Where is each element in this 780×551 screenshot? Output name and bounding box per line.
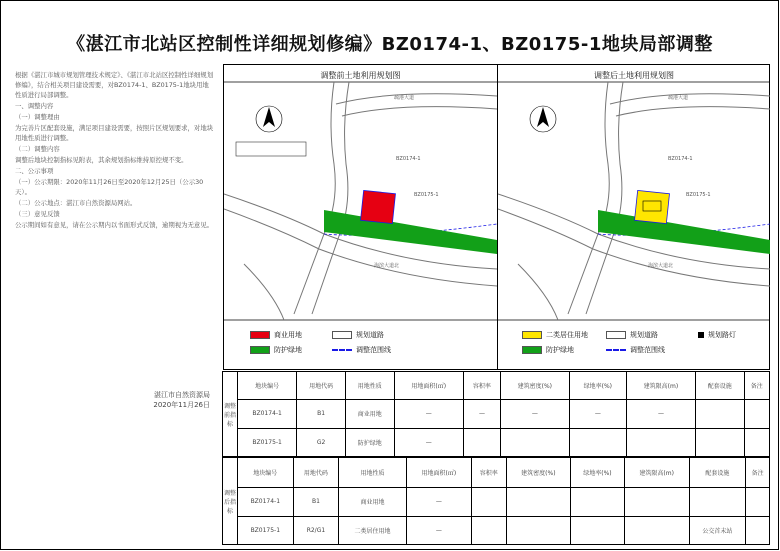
table-header: 建筑限高(m) xyxy=(624,458,689,488)
road-label: 海滨大道北 xyxy=(374,263,400,269)
plot-label-2: BZ0175-1 xyxy=(686,192,711,198)
paragraph: （一）调整理由 xyxy=(15,113,60,121)
indicator-table-before xyxy=(222,371,770,457)
green-belt xyxy=(598,210,770,254)
table-header: 容积率 xyxy=(471,458,506,488)
paragraph: 一、调整内容 xyxy=(15,102,54,110)
plot-label: BZ0174-1 xyxy=(668,156,693,162)
map-before xyxy=(224,64,497,370)
table-cell: BZ0175-1 xyxy=(238,516,294,545)
legend-swatch xyxy=(250,331,270,339)
map-after xyxy=(498,64,770,370)
table-header: 地块编号 xyxy=(238,372,297,400)
paragraph: 根据《湛江市城市规划管理技术规定》、《湛江市北站区控制性详细规划修编》，结合相关项目建设需要，对BZ0174-1、BZ0175-1地块用地性质进行局部调整。 xyxy=(15,71,214,99)
table-header: 配套设施 xyxy=(689,458,746,488)
table-cell xyxy=(571,488,625,517)
table-cell xyxy=(471,516,506,545)
page-title: 《湛江市北站区控制性详细规划修编》BZ0174-1、BZ0175-1地块局部调整 xyxy=(67,34,713,55)
signature-date: 2020年11月26日 xyxy=(153,401,210,409)
legend-label: 调整范围线 xyxy=(630,346,665,354)
table-cell xyxy=(624,488,689,517)
paragraph: （二）调整内容 xyxy=(15,145,60,153)
legend-swatch xyxy=(522,331,542,339)
paragraph: （一）公示期限：2020年11月26日至2020年12月25日（公示30天）。 xyxy=(15,178,204,196)
table-cell: 防护绿地 xyxy=(345,428,394,457)
table-cell: — xyxy=(406,516,471,545)
legend-swatch xyxy=(606,349,626,351)
plot-label: BZ0174-1 xyxy=(396,156,421,162)
legend-swatch xyxy=(606,331,626,339)
table-header: 建筑密度(%) xyxy=(506,458,571,488)
signature-org: 湛江市自然资源局 xyxy=(154,391,210,399)
legend-item xyxy=(606,345,665,355)
legend-label: 二类居住用地 xyxy=(546,331,588,339)
table-cell: — xyxy=(626,400,695,429)
table-cell: 商业用地 xyxy=(345,400,394,429)
table-cell xyxy=(626,428,695,457)
table-cell: R2/G1 xyxy=(293,516,339,545)
table-cell: BZ0175-1 xyxy=(238,428,297,457)
legend-label: 调整范围线 xyxy=(356,346,391,354)
table-cell xyxy=(746,488,770,517)
panel-title: 调整后土地利用规划图 xyxy=(594,71,674,80)
table-header: 用地代码 xyxy=(297,372,346,400)
lamp-icon xyxy=(698,332,704,338)
table-cell xyxy=(695,400,744,429)
table-cell: B1 xyxy=(293,488,339,517)
table-row xyxy=(223,488,770,517)
table-cell xyxy=(744,400,769,429)
paragraph: 为完善片区配套设施，满足项目建设需要，按照片区规划要求，对地块用地性质进行调整。 xyxy=(15,124,214,142)
plot-red xyxy=(361,190,396,223)
table-cell: — xyxy=(500,400,569,429)
road-label: 疏港大道 xyxy=(394,95,415,101)
plot-label-2: BZ0175-1 xyxy=(414,192,439,198)
table-row xyxy=(223,400,770,429)
table-header: 用地性质 xyxy=(345,372,394,400)
legend-item xyxy=(522,330,588,340)
legend-swatch xyxy=(250,346,270,354)
legend-item xyxy=(698,330,736,340)
legend-item xyxy=(250,330,302,340)
legend-label: 规划道路 xyxy=(356,331,384,339)
legend-item xyxy=(332,330,384,340)
legend-item xyxy=(606,330,658,340)
table-cell xyxy=(571,516,625,545)
table-cell: — xyxy=(406,488,471,517)
road-label: 海滨大道北 xyxy=(648,263,674,269)
panel-title: 调整前土地利用规划图 xyxy=(320,71,401,80)
north-arrow-icon xyxy=(256,106,282,132)
table-cell: B1 xyxy=(297,400,346,429)
table-cell xyxy=(500,428,569,457)
legend-swatch xyxy=(332,349,352,351)
table-row xyxy=(223,516,770,545)
table-cell: — xyxy=(394,428,463,457)
table-cell: 公交首末站 xyxy=(689,516,746,545)
panel-after xyxy=(498,64,770,370)
table-header: 备注 xyxy=(746,458,770,488)
table-row xyxy=(223,428,770,457)
panel-before xyxy=(224,64,497,370)
table-cell: — xyxy=(463,400,500,429)
table-header: 建筑限高(m) xyxy=(626,372,695,400)
table-cell xyxy=(744,428,769,457)
table-cell: 商业用地 xyxy=(339,488,407,517)
paragraph: 调整后地块控制指标见附表，其余规划指标维持原控规不变。 xyxy=(15,156,188,164)
paragraph: 二、公示事项 xyxy=(15,167,54,175)
table-header: 用地面积(㎡) xyxy=(406,458,471,488)
table-cell: 二类居住用地 xyxy=(339,516,407,545)
table-side-label: 调整后指标 xyxy=(223,458,238,545)
legend-swatch xyxy=(522,346,542,354)
paragraph: 公示期间如有意见，请在公示期内以书面形式反馈，逾期视为无意见。 xyxy=(15,221,214,229)
table-cell xyxy=(506,516,571,545)
table-header: 绿地率(%) xyxy=(571,458,625,488)
road-label: 疏港大道 xyxy=(668,95,689,101)
table-cell: — xyxy=(394,400,463,429)
legend-label: 防护绿地 xyxy=(274,346,302,354)
table-cell: G2 xyxy=(297,428,346,457)
table-cell xyxy=(463,428,500,457)
legend-item xyxy=(332,345,391,355)
table-header: 用地面积(㎡) xyxy=(394,372,463,400)
table-cell xyxy=(746,516,770,545)
table-header: 配套设施 xyxy=(695,372,744,400)
table-header: 建筑密度(%) xyxy=(500,372,569,400)
table-cell: BZ0174-1 xyxy=(238,488,294,517)
legend-label: 规划路灯 xyxy=(708,331,736,339)
table-cell xyxy=(506,488,571,517)
green-belt xyxy=(324,210,497,254)
legend-item xyxy=(522,345,574,355)
signature xyxy=(120,390,210,410)
left-text-column xyxy=(15,70,215,231)
north-arrow-icon xyxy=(530,106,556,132)
table-header: 用地性质 xyxy=(339,458,407,488)
table-header: 容积率 xyxy=(463,372,500,400)
indicator-table-after xyxy=(222,457,770,545)
table-cell xyxy=(569,428,626,457)
table-cell xyxy=(695,428,744,457)
paragraph: （二）公示地点：湛江市自然资源局网站。 xyxy=(15,199,137,207)
legend-swatch xyxy=(332,331,352,339)
table-header: 备注 xyxy=(744,372,769,400)
table-cell xyxy=(624,516,689,545)
table-cell xyxy=(471,488,506,517)
legend-label: 规划道路 xyxy=(630,331,658,339)
table-cell: — xyxy=(569,400,626,429)
legend-item xyxy=(250,345,302,355)
legend-label: 防护绿地 xyxy=(546,346,574,354)
plot-yellow xyxy=(635,190,670,223)
paragraph: （三）意见反馈 xyxy=(15,210,60,218)
legend-label: 商业用地 xyxy=(274,331,302,339)
table-header: 用地代码 xyxy=(293,458,339,488)
table-cell: BZ0174-1 xyxy=(238,400,297,429)
table-cell xyxy=(689,488,746,517)
table-side-label: 调整前指标 xyxy=(223,372,238,457)
table-header: 地块编号 xyxy=(238,458,294,488)
table-header: 绿地率(%) xyxy=(569,372,626,400)
